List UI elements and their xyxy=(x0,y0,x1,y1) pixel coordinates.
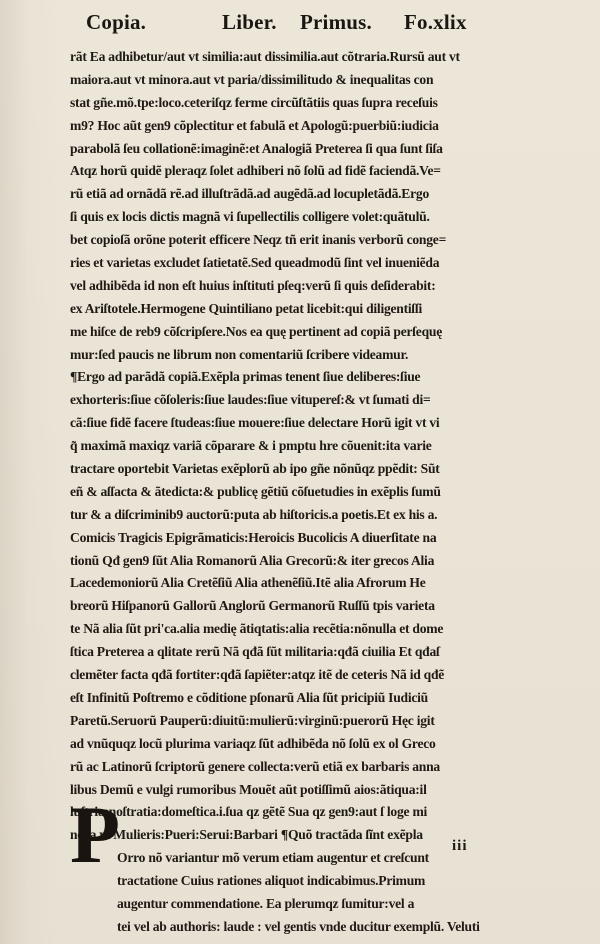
text-line: rãt Ea adhibetur/aut vt similia:aut dissimilia.aut cõtraria.Rursũ aut vt xyxy=(70,49,460,64)
text-line: ries et varietas excludet ſatietatẽ.Sed queadmodũ ſint vel inueniẽda xyxy=(70,255,440,271)
text-line: tractatione Cuius rationes aliquot indicabimus.Primum xyxy=(117,873,426,889)
text-line: Paretũ.Seruorũ Pauperũ:diuitũ:mulierũ:virginũ:puerorũ Hęc igit xyxy=(70,712,435,728)
text-line: parabolã ſeu collationẽ:imaginẽ:et Analogiã Preterea ſi qua ſunt ſiſa xyxy=(70,140,443,156)
text-line: Lacedemoniorũ Alia Cretẽſiũ Alia athenẽſiũ.Itẽ alia Afrorum He xyxy=(70,575,426,591)
text-line: Orro nõ variantur mõ verum etiam augentur et creſcunt xyxy=(117,850,429,866)
text-line: nora vt Mulieris:Pueri:Serui:Barbari ¶Quõ tractãda ſĩnt exẽpla xyxy=(70,827,423,843)
text-line: maiora.aut vt minora.aut vt paria/dissimilitudo & inequalitas con xyxy=(70,71,434,87)
text-line: vel adhibẽda id non eſt huius inſtituti pſeq:verũ ſi quis deſiderabit: xyxy=(70,277,436,293)
text-line: tractare oportebit Varietas exẽplorũ ab ipo gñe nõnũqz ppẽdit: Sũt xyxy=(70,461,440,477)
text-block xyxy=(70,46,522,939)
running-head-left: Copia. xyxy=(86,10,147,34)
text-line: ad vnũquqz locũ plurima variaqz ſũt adhibẽda nõ ſolũ ex ol Greco xyxy=(70,735,436,751)
text-line: libus Demũ e vulgi rumoribus Mouẽt aũt potiſſimũ aios:ãtiqua:il xyxy=(70,781,427,797)
text-line: clemẽter facta qđã fortiter:qđã ſapiẽter:atqz itẽ de ceteris Nã id qđẽ xyxy=(70,667,445,683)
text-line: eñ & aſſacta & ãtedicta:& publicę gẽtiũ cõſuetudies in exẽplis ſumũ xyxy=(70,483,441,499)
text-line: tei vel ab authoris: laude : vel gentis vnde ducitur exemplũ. Veluti xyxy=(117,918,480,934)
running-head-part: Primus. xyxy=(300,10,372,34)
running-head-folio: Fo.xlix xyxy=(404,10,467,34)
text-line: ſi quis ex locis dictis magnã vi ſupellectilis colligere volet:quãtulũ. xyxy=(70,209,430,225)
text-line: me hiſce de reb9 cõſcripſere.Nos ea quę pertinent ad copiã perſequę xyxy=(70,323,442,339)
text-line: ¶Ergo ad parãdã copiã.Exẽpla primas tenent ſiue deliberes:ſiue xyxy=(70,369,421,385)
text-line: q̃ maximã maxiqz variã cõparare & i pmptu hre cõuenit:ita varie xyxy=(70,438,432,454)
text-line: tionũ Qđ gen9 ſũt Alia Romanorũ Alia Grecorũ:& iter grecos Alia xyxy=(70,552,435,568)
text-line: rũ etiã ad ornãdã rẽ.ad illuſtrãdã.ad augẽdã.ad locupletãdã.Ergo xyxy=(70,186,429,202)
text-line: mur:ſed paucis ne librum non comentariũ ſcribere videamur. xyxy=(70,346,409,362)
text-line: m9? Hoc aũt gen9 cõplectitur et fabulã et Apologũ:puerbiũ:iudicia xyxy=(70,117,439,133)
text-line: exhorteris:ſiue cõſoleris:ſiue laudes:ſiue vitupereſ:& vt ſumati di= xyxy=(70,392,431,408)
text-line: Comicis Tragicis Epigrãmaticis:Heroicis Bucolicis A diuerſitate na xyxy=(70,529,437,545)
text-line: stat gñe.mõ.tpe:loco.ceteriſqz ferme circũſtãtiis quas ſupra receſuis xyxy=(70,94,438,110)
text-line: ſtica Preterea a qlitate rerũ Nã qđã ſũt militaria:qđã ciuilia Et qđaſ xyxy=(70,644,440,660)
text-line: breorũ Hiſpanorũ Gallorũ Anglorũ Germanorũ Ruſſũ tpis varieta xyxy=(70,598,435,614)
text-line: Atqz horũ quidẽ pleraqz ſolet adhiberi nõ ſolũ ad fidẽ faciendã.Ve= xyxy=(70,163,441,179)
text-line: cã:ſiue fidẽ facere ſtudeas:ſiue mouere:ſiue delectare Horũ igit vt vi xyxy=(70,415,440,431)
running-head xyxy=(0,6,600,42)
text-line: ex Ariſtotele.Hermogene Quintiliano petat licebit:qui diligentiſſi xyxy=(70,300,423,316)
running-head-book: Liber. xyxy=(222,10,277,34)
signature-mark: iii xyxy=(452,838,468,854)
text-line: te Nã alia ſũt pri'ca.alia medię ãtiqtatis:alia recẽtia:nõnulla et dome xyxy=(70,621,444,637)
text-line: eſt Infinitũ Poſtremo e cõditione pſonarũ Alia ſũt pricipiũ Iudiciũ xyxy=(70,689,428,705)
text-line: tur & a diſcriminib9 auctorũ:puta ab hiſtoricis.a poetis.Et ex his a. xyxy=(70,506,438,522)
text-line: bet copioſã orõne poterit efficere Neqz tñ erit inanis verborũ conge= xyxy=(70,232,447,248)
text-line: rũ ac Latinorũ ſcriptorũ genere collecta:verũ etiã ex barbaris anna xyxy=(70,758,440,774)
text-line: augentur commendatione. Ea plerumqz ſumitur:vel a xyxy=(117,895,415,911)
text-line: luſtria:noſtratia:domeſtica.i.ſua qz gẽtẽ Sua qz gen9:aut ſ loge mi xyxy=(70,804,428,820)
decorated-initial: P xyxy=(70,789,121,880)
